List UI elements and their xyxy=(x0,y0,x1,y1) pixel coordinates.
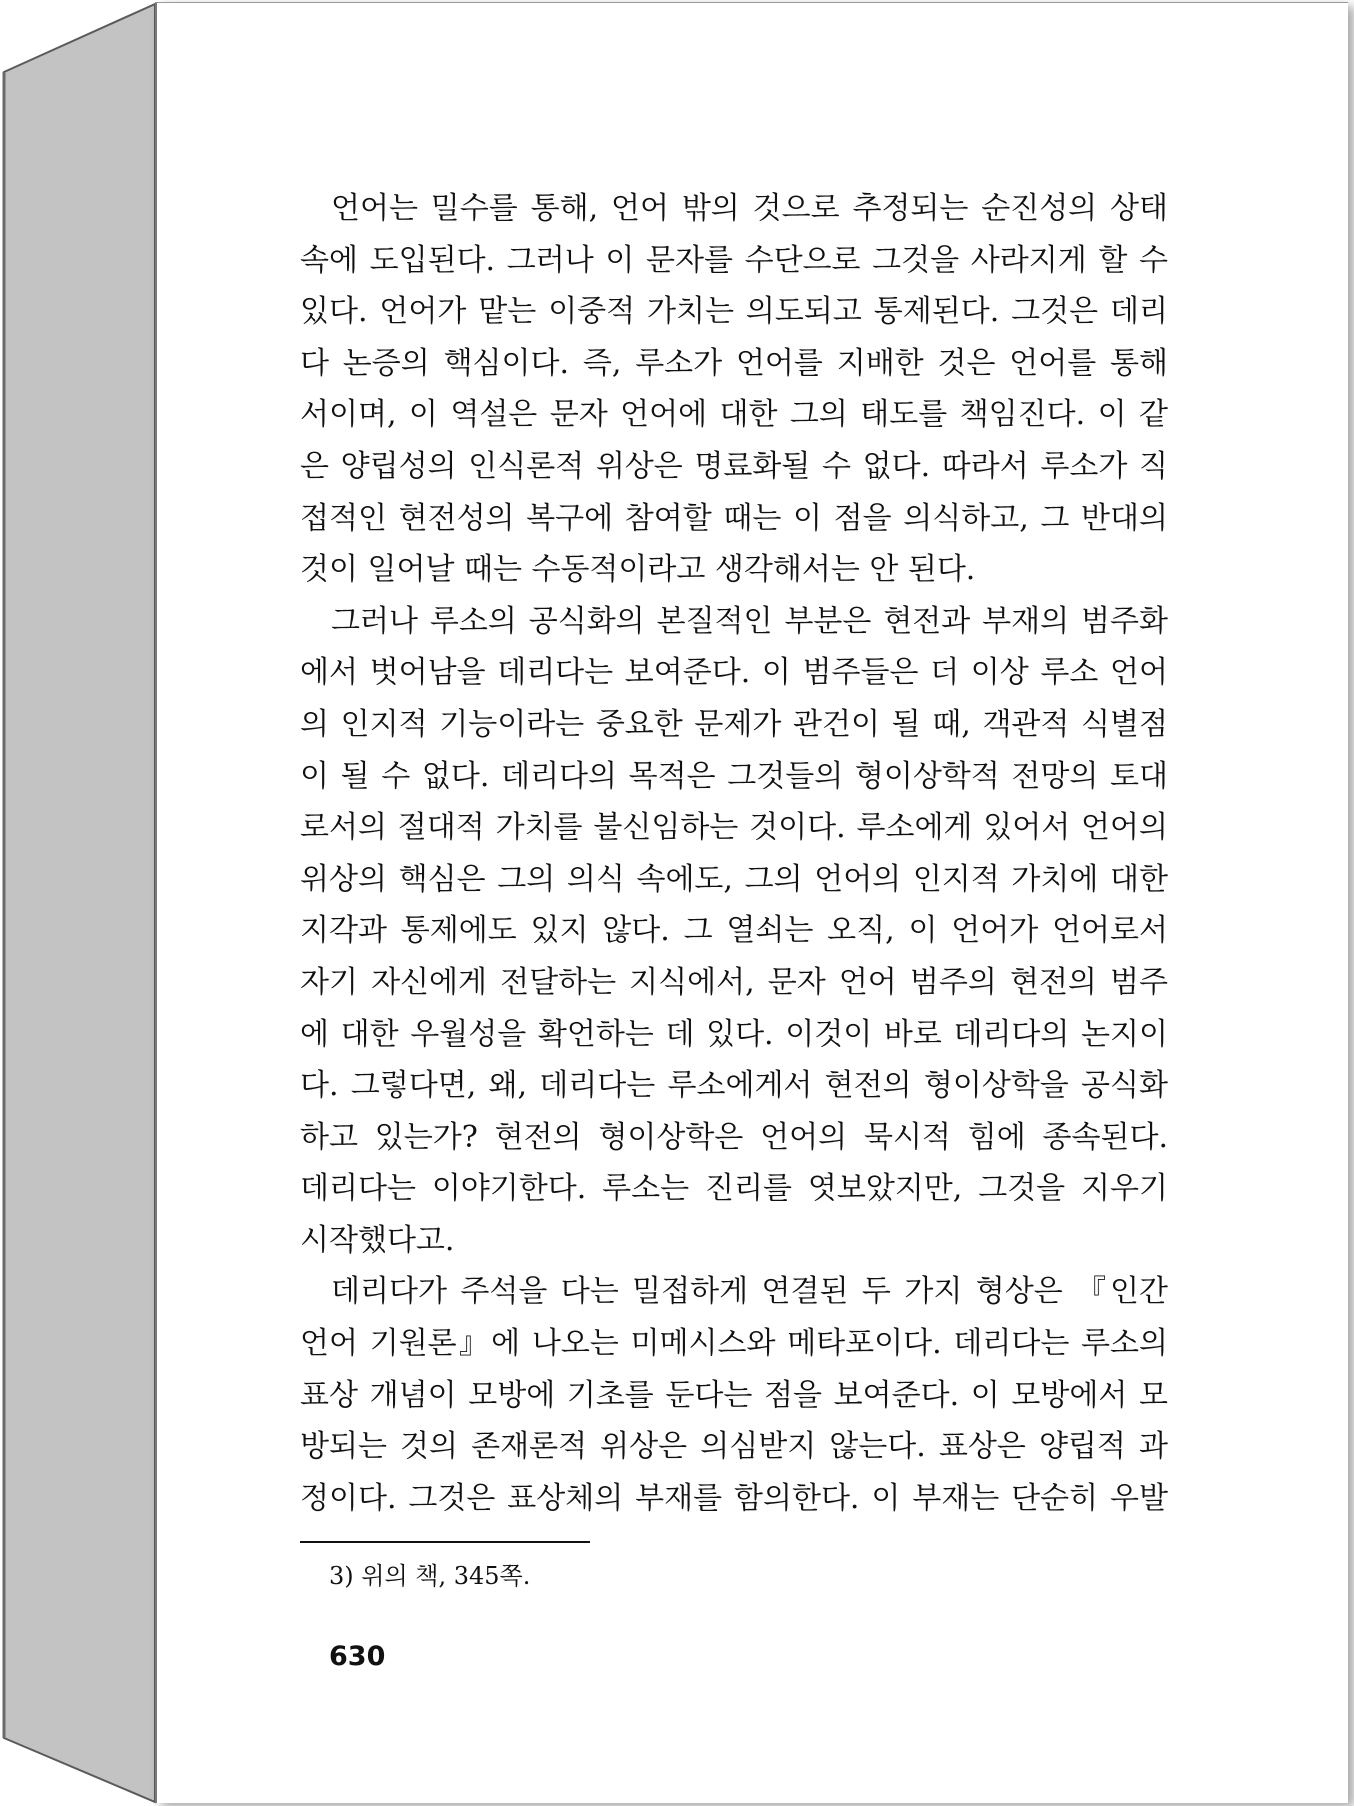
book-page xyxy=(155,2,1348,1803)
text-line: 있다. 언어가 맡는 이중적 가치는 의도되고 통제된다. 그것은 데리 xyxy=(300,294,1168,330)
text-line: 시작했다고. xyxy=(300,1222,455,1258)
text-line: 은 양립성의 인식론적 위상은 명료화될 수 없다. 따라서 루소가 직 xyxy=(300,448,1168,484)
text-line: 그러나 루소의 공식화의 본질적인 부분은 현전과 부재의 범주화 xyxy=(331,603,1168,639)
text-line: 표상 개념이 모방에 기초를 둔다는 점을 보여준다. 이 모방에서 모 xyxy=(300,1377,1168,1413)
text-line: 에 대한 우월성을 확언하는 데 있다. 이것이 바로 데리다의 논지이 xyxy=(300,1016,1168,1052)
text-line: 데리다는 이야기한다. 루소는 진리를 엿보았지만, 그것을 지우기 xyxy=(300,1171,1168,1207)
paragraph-2 xyxy=(300,596,1168,1267)
text-line: 지각과 통제에도 있지 않다. 그 열쇠는 오직, 이 언어가 언어로서 xyxy=(300,913,1168,949)
text-line: 접적인 현전성의 복구에 참여할 때는 이 점을 의식하고, 그 반대의 xyxy=(300,500,1168,536)
text-line: 자기 자신에게 전달하는 지식에서, 문자 언어 범주의 현전의 범주 xyxy=(300,964,1168,1000)
text-line: 위상의 핵심은 그의 의식 속에도, 그의 언어의 인지적 가치에 대한 xyxy=(300,861,1168,897)
text-line: 정이다. 그것은 표상체의 부재를 함의한다. 이 부재는 단순히 우발 xyxy=(300,1480,1168,1516)
text-line: 데리다가 주석을 다는 밀접하게 연결된 두 가지 형상은 『인간 xyxy=(331,1274,1168,1310)
text-line: 하고 있는가? 현전의 형이상학은 언어의 묵시적 힘에 종속된다. xyxy=(300,1119,1168,1155)
text-line: 언어는 밀수를 통해, 언어 밖의 것으로 추정되는 순진성의 상태 xyxy=(331,191,1168,226)
body-text xyxy=(300,183,1168,1524)
text-line: 로서의 절대적 가치를 불신임하는 것이다. 루소에게 있어서 언어의 xyxy=(300,810,1168,846)
text-line: 다 논증의 핵심이다. 즉, 루소가 언어를 지배한 것은 언어를 통해 xyxy=(300,345,1168,381)
text-line: 언어 기원론』에 나오는 미메시스와 메타포이다. 데리다는 루소의 xyxy=(300,1326,1168,1362)
text-line: 의 인지적 기능이라는 중요한 문제가 관건이 될 때, 객관적 식별점 xyxy=(300,706,1168,742)
page-number: 630 xyxy=(329,1641,386,1672)
text-line: 에서 벗어남을 데리다는 보여준다. 이 범주들은 더 이상 루소 언어 xyxy=(300,655,1168,691)
text-line: 이 될 수 없다. 데리다의 목적은 그것들의 형이상학적 전망의 토대 xyxy=(300,758,1168,794)
paragraph-1 xyxy=(300,183,1168,596)
book-spine xyxy=(0,0,160,1806)
footnote-divider xyxy=(300,1541,590,1543)
paragraph-3 xyxy=(300,1266,1168,1524)
text-line: 방되는 것의 존재론적 위상은 의심받지 않는다. 표상은 양립적 과 xyxy=(300,1429,1168,1465)
text-line: 다. 그렇다면, 왜, 데리다는 루소에게서 현전의 형이상학을 공식화 xyxy=(300,1068,1168,1104)
footnote: 3) 위의 책, 345쪽. xyxy=(329,1562,531,1590)
text-line: 속에 도입된다. 그러나 이 문자를 수단으로 그것을 사라지게 할 수 xyxy=(300,242,1168,278)
text-line: 것이 일어날 때는 수동적이라고 생각해서는 안 된다. xyxy=(300,552,976,588)
text-line: 서이며, 이 역설은 문자 언어에 대한 그의 태도를 책임진다. 이 같 xyxy=(300,397,1168,433)
